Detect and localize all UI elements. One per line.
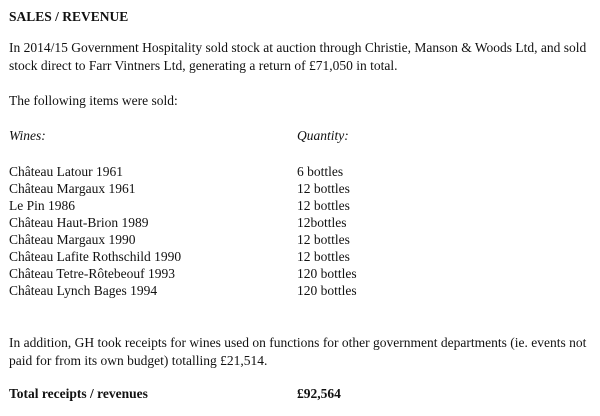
list-item xyxy=(9,197,409,214)
intro-paragraph: In 2014/15 Government Hospitality sold stock at auction through Christie, Manson & Woods Ltd, and sold stock direct to Farr Vintners Ltd, generating a return of £71,050 in total. xyxy=(9,40,587,73)
wine-quantity: 12 bottles xyxy=(297,198,350,213)
list-item xyxy=(9,180,409,197)
list-item xyxy=(9,248,409,265)
wine-quantity: 6 bottles xyxy=(297,164,344,179)
wine-quantity: 120 bottles xyxy=(297,266,357,281)
list-item xyxy=(9,163,409,180)
list-item xyxy=(9,265,409,282)
wine-quantity: 12bottles xyxy=(297,215,347,230)
wine-name: Château Margaux 1961 xyxy=(9,181,136,196)
list-item xyxy=(9,214,409,231)
wine-quantity: 12 bottles xyxy=(297,232,350,247)
wine-name: Château Lafite Rothschild 1990 xyxy=(9,249,182,264)
wine-name: Le Pin 1986 xyxy=(9,198,75,213)
wine-name: Château Haut-Brion 1989 xyxy=(9,215,149,230)
quantity-column-header: Quantity: xyxy=(297,128,349,143)
wine-name: Château Lynch Bages 1994 xyxy=(9,283,158,298)
wine-quantity: 12 bottles xyxy=(297,249,350,264)
section-heading: SALES / REVENUE xyxy=(9,9,129,24)
list-item xyxy=(9,231,409,248)
additional-receipts-paragraph: In addition, GH took receipts for wines used on functions for other government departments (ie. events not paid for from its own budget) totalling £21,514. xyxy=(9,335,587,368)
total-label: Total receipts / revenues xyxy=(9,386,148,401)
wine-name: Château Latour 1961 xyxy=(9,164,123,179)
list-item xyxy=(9,282,409,299)
wine-quantity: 12 bottles xyxy=(297,181,350,196)
total-value: £92,564 xyxy=(297,386,341,401)
wines-column-header: Wines: xyxy=(9,128,46,143)
wine-name: Château Margaux 1990 xyxy=(9,232,136,247)
wine-quantity: 120 bottles xyxy=(297,283,357,298)
items-intro-paragraph: The following items were sold: xyxy=(9,93,178,108)
wine-name: Château Tetre-Rôtebeouf 1993 xyxy=(9,266,176,281)
wine-list xyxy=(9,163,409,299)
